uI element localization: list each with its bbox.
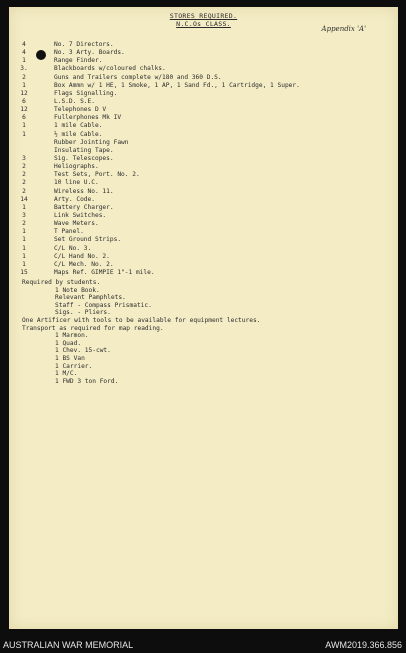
item-quantity: 1 [22, 260, 26, 268]
item-description: Telephones D V [54, 106, 107, 114]
item-description: Rubber Jointing Fawn [54, 138, 129, 146]
item-description: No. 3 Arty. Boards. [54, 49, 125, 57]
item-quantity: 14 [20, 195, 28, 203]
item-description: Blackboards w/coloured chalks. [54, 65, 166, 73]
title-line-1: STORES REQUIRED. [169, 12, 238, 20]
item-quantity: 1 [22, 252, 26, 260]
item-quantity: 1 [22, 244, 26, 252]
item-description: Wireless No. 11. [54, 187, 114, 195]
item-description: Battery Charger. [54, 203, 114, 211]
list-item [9, 236, 398, 244]
item-description: Fullerphones Mk IV [54, 114, 122, 122]
transport-item: 1 Chev. 15-cwt. [55, 347, 111, 355]
item-quantity: 2 [22, 220, 26, 228]
item-description: C/L Mech. No. 2. [54, 260, 114, 268]
item-description: Set Ground Strips. [54, 236, 122, 244]
list-item [9, 139, 398, 147]
item-quantity: 3 [22, 154, 26, 162]
item-description: Maps Ref. GIMPIE 1"-1 mile. [54, 268, 155, 276]
item-quantity: 1 [22, 57, 26, 65]
item-description: Flags Signalling. [54, 89, 118, 97]
list-item [9, 82, 398, 90]
item-quantity: 4 [22, 49, 26, 57]
list-item [9, 122, 398, 130]
transport-item: 1 Marmon. [55, 332, 89, 340]
list-item [9, 147, 398, 155]
transport-item: 1 Carrier. [55, 362, 93, 370]
transport-header: Transport as required for map reading. [22, 324, 164, 332]
transport-item: 1 FWD 3 ton Ford. [55, 377, 119, 385]
item-description: C/L Hand No. 2. [54, 252, 110, 260]
list-item [9, 106, 398, 114]
document-page [9, 7, 398, 629]
item-description: ½ mile Cable. [54, 130, 103, 138]
list-item [9, 41, 398, 49]
list-item [9, 65, 398, 73]
item-quantity: 12 [20, 106, 28, 114]
footer-institution: AUSTRALIAN WAR MEMORIAL [3, 640, 134, 650]
list-item [9, 179, 398, 187]
list-item [9, 74, 398, 82]
item-quantity: 1 [22, 203, 26, 211]
item-quantity: 6 [22, 97, 26, 105]
item-quantity: 2 [22, 171, 26, 179]
item-description: T Panel. [54, 228, 84, 236]
item-quantity: 2 [22, 163, 26, 171]
transport-list [9, 332, 398, 385]
item-quantity: 4 [22, 41, 26, 48]
item-description: Arty. Code. [54, 195, 95, 203]
list-item [9, 253, 398, 261]
item-quantity: 1 [22, 122, 26, 130]
item-description: Insulating Tape. [54, 146, 114, 154]
item-quantity: 1 [22, 228, 26, 236]
transport-item: 1 Quad. [55, 339, 82, 347]
list-item [9, 228, 398, 236]
item-description: Wave Meters. [54, 220, 99, 228]
list-item [9, 212, 398, 220]
item-quantity: 12 [20, 89, 28, 97]
item-description: No. 7 Directors. [54, 41, 114, 48]
list-item [9, 49, 398, 57]
item-description: Guns and Trailers complete w/180 and 360 D.S. [54, 73, 222, 81]
transport-item: 1 M/C. [55, 370, 78, 378]
item-quantity: 6 [22, 114, 26, 122]
list-item [9, 204, 398, 212]
item-quantity: 1 [22, 81, 26, 89]
list-item [9, 188, 398, 196]
item-quantity: 2 [22, 187, 26, 195]
item-quantity: 1 [22, 130, 26, 138]
item-quantity: 3 [22, 211, 26, 219]
item-quantity: 2 [22, 179, 26, 187]
item-description: Link Switches. [54, 211, 107, 219]
students-header: Required by students. [22, 279, 101, 286]
item-description: Sig. Telescopes. [54, 154, 114, 162]
item-description: Heliographs. [54, 163, 99, 171]
list-item [9, 163, 398, 171]
item-description: L.S.D. S.E. [54, 97, 95, 105]
list-item [9, 269, 398, 277]
item-description: 10 line U.C. [54, 179, 99, 187]
list-item [9, 57, 398, 65]
list-item [9, 220, 398, 228]
list-item [9, 171, 398, 179]
list-item [9, 98, 398, 106]
item-description: Box Ammn w/ 1 HE, 1 Smoke, 1 AP, 1 Sand Fd., 1 Cartridge, 1 Super. [54, 81, 300, 89]
item-description: 1 mile Cable. [54, 122, 103, 130]
list-item [9, 131, 398, 139]
list-item [9, 155, 398, 163]
list-item [9, 245, 398, 253]
transport-item: 1 BS Van [55, 354, 85, 362]
list-item [9, 261, 398, 269]
list-item [9, 114, 398, 122]
item-quantity: 15 [20, 268, 28, 276]
item-quantity: 1 [22, 236, 26, 244]
requirements-section [9, 279, 398, 385]
students-list [9, 287, 398, 317]
student-requirement-item: Staff - Compass Prismatic. [55, 301, 152, 309]
item-quantity: 2 [22, 73, 26, 81]
artificer-note: One Artificer with tools to be available for equipment lectures. [22, 316, 261, 324]
appendix-annotation: Appendix 'A' [321, 25, 366, 33]
archive-footer [0, 637, 406, 653]
item-description: Range Finder. [54, 57, 103, 65]
item-quantity: 3. [20, 65, 28, 73]
student-requirement-item: Relevant Pamphlets. [55, 294, 126, 302]
title-line-2: N.C.Os CLASS. [176, 20, 231, 28]
student-requirement-item: Sigs. - Pliers. [55, 309, 111, 317]
list-item [9, 196, 398, 204]
student-requirement-item: 1 Note Book. [55, 286, 100, 294]
footer-reference: AWM2019.366.856 [325, 640, 402, 650]
item-description: C/L No. 3. [54, 244, 92, 252]
stores-list [9, 41, 398, 277]
list-item [9, 90, 398, 98]
item-description: Test Sets, Port. No. 2. [54, 171, 140, 179]
